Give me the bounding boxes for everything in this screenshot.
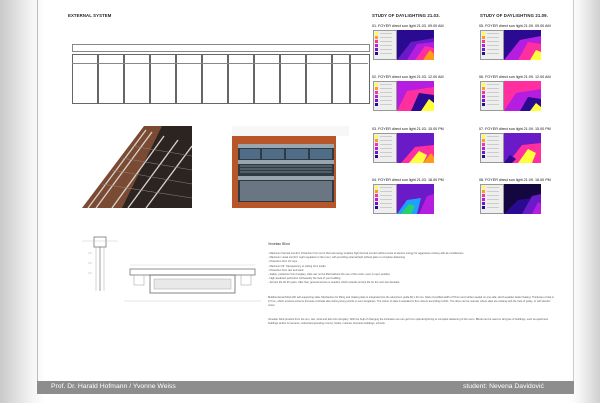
daylight-panel-label: 03. FOYER direct sun light 21.03. 15.00 PM xyxy=(372,127,444,131)
elevation-panel xyxy=(254,54,280,104)
daylight-panel xyxy=(372,75,472,115)
daylight-render xyxy=(397,133,434,163)
daylight-panel-label: 08. FOYER direct sun light 21.09. 18.00 PM xyxy=(479,178,551,182)
elevation-panels xyxy=(72,54,368,102)
feature-item: - Protection from rain and wind xyxy=(268,268,304,272)
elevation-divider xyxy=(72,63,368,64)
daylight-panel xyxy=(372,24,472,64)
feature-item: - Protection from UV rays xyxy=(268,260,298,264)
professors-credit: Prof. Dr. Harald Hofmann / Yvonne Weiss xyxy=(51,383,176,390)
student-credit: student: Nevena Davidović xyxy=(463,383,544,390)
facade-elevation-drawing xyxy=(72,42,368,104)
daylight-render xyxy=(504,30,541,60)
daylight-render xyxy=(504,133,541,163)
elevation-panel xyxy=(280,54,306,104)
facade-blinds-photo xyxy=(232,126,349,208)
board-frame-left xyxy=(37,0,38,383)
left-margin-shade xyxy=(0,0,45,403)
venetian-blind-heading: Venetian Blind xyxy=(268,242,290,246)
daylight-panel-label: 01. FOYER direct sun light 21.03. 09.00 AM xyxy=(372,24,444,28)
daylight-render xyxy=(397,81,434,111)
elevation-panel xyxy=(150,54,176,104)
color-scale-legend xyxy=(373,81,397,111)
elevation-panel xyxy=(350,54,370,104)
elevation-panel xyxy=(228,54,254,104)
elevation-panel xyxy=(332,54,350,104)
daylight-panel-label: 07. FOYER direct sun light 21.09. 15.00 PM xyxy=(479,127,551,131)
description-paragraph-2: Venetian blind protects from the sun, rain, wind and also from burglary. With the help of changing the inclination we can get from optimal lightning to complete darkening of the room. Blinds can be used on all types of buildings, such as apartment buildings and/or its terraces, industrial (operating rooms), hotels, marinas, business buildings, schools. xyxy=(268,318,549,326)
feature-list xyxy=(268,252,558,286)
daylight-panel-label: 06. FOYER direct sun light 21.09. 12.00 AM xyxy=(479,75,551,79)
daylight-panel xyxy=(479,178,579,218)
daylight-render xyxy=(504,81,541,111)
feature-item: - Maximum visual comfort: Light regulation in the room, with providing external light without glare or complete darkening xyxy=(268,256,405,260)
daylight-panel-label: 05. FOYER direct sun light 21.09. 09.00 AM xyxy=(479,24,551,28)
daylight-render xyxy=(397,184,434,214)
elevation-panel xyxy=(176,54,202,104)
plan-detail-drawing xyxy=(120,235,265,315)
color-scale-legend xyxy=(480,133,504,163)
study-daylighting-march-title: STUDY OF DAYLIGHTING 21.03. xyxy=(372,13,440,18)
color-scale-legend xyxy=(373,133,397,163)
daylight-panel xyxy=(479,127,579,167)
feature-item: - Maximum thermal comfort: Protection from sun's thermal energy enables high thermal comfort without costs of electric energy for aggressive cooling with air-conditioners xyxy=(268,252,464,255)
color-scale-legend xyxy=(480,81,504,111)
description-paragraph-1: Multifunctional blind with self-supporting slats. Mechanism for lifting and rotating slats is integrated into the aluminium guide 60 x 30 mm. Slats of profiled width of 57mm and rubber-sealed on one side, which enables better fixating. Thickness of slat is 0,7mm, which ensures extreme firmness of shade also during strong winds or even burglaries. The colour of slats is standard in five colours according to RAL. The drive can be manual, where slats are rotating with the help of pulley, or with electric motor. xyxy=(268,296,554,308)
daylight-render xyxy=(504,184,541,214)
daylight-panel xyxy=(372,127,472,167)
external-system-title: EXTERNAL SYSTEM xyxy=(68,13,112,18)
daylight-panel-label: 02. FOYER direct sun light 21.03. 12.00 AM xyxy=(372,75,444,79)
feature-item: - Maximum fill: Transparency or ceiling from inside xyxy=(268,264,326,268)
color-scale-legend xyxy=(373,184,397,214)
feature-item: - Service life 20-30 years. After that, general service is needed, which extends service life for the next two decades. xyxy=(268,281,401,285)
elevation-top-band xyxy=(72,44,370,52)
daylight-panel xyxy=(479,75,579,115)
color-scale-legend xyxy=(373,30,397,60)
study-daylighting-september-title: STUDY OF DAYLIGHTING 21.09. xyxy=(480,13,548,18)
feature-item: - High aesthetic perfection will beautify the look of your building xyxy=(268,277,341,281)
daylight-panel xyxy=(479,24,579,64)
daylight-panel xyxy=(372,178,472,218)
section-drawing xyxy=(80,233,120,293)
elevation-panel xyxy=(72,54,98,104)
color-scale-legend xyxy=(480,30,504,60)
elevation-panel xyxy=(98,54,124,104)
daylight-render xyxy=(397,30,434,60)
color-scale-legend xyxy=(480,184,504,214)
louvre-detail-photo xyxy=(82,126,192,208)
elevation-panel xyxy=(306,54,332,104)
daylight-panel-label: 04. FOYER direct sun light 21.03. 18.00 PM xyxy=(372,178,444,182)
elevation-panel xyxy=(202,54,228,104)
elevation-panel xyxy=(124,54,150,104)
footer-bar xyxy=(37,381,574,394)
feature-item: - Safety: protection from burglary, slats can not be lifted without the use of the motor, even in open position xyxy=(268,273,390,277)
